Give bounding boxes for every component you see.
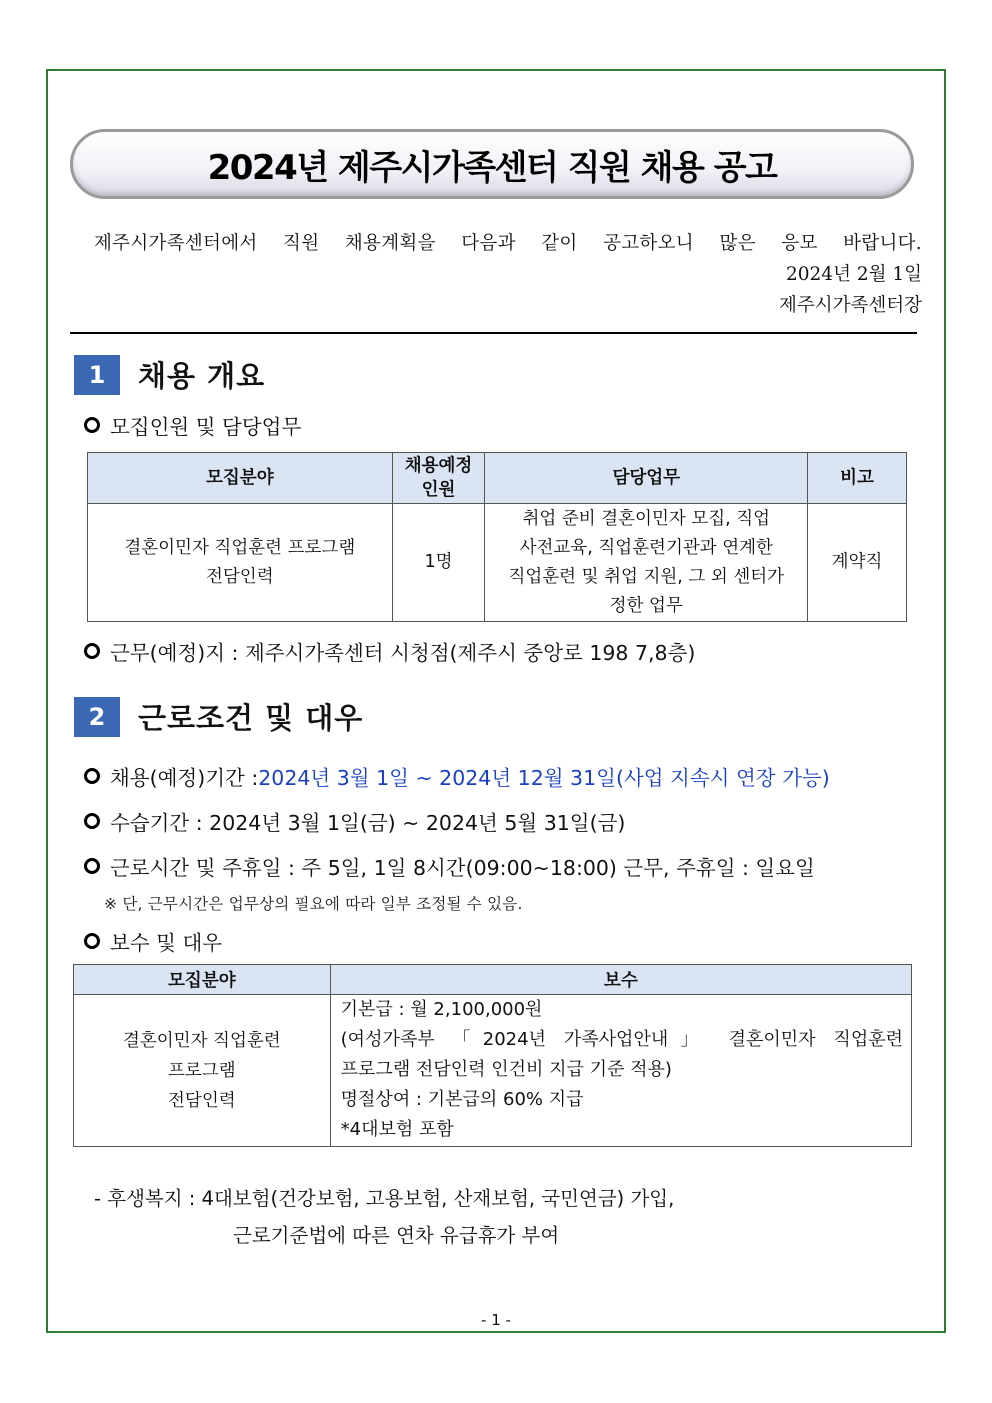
cell-note: 계약직	[808, 504, 907, 622]
bullet-text: 근무(예정)지 : 제주시가족센터 시청점(제주시 중앙로 198 7,8층)	[110, 641, 696, 665]
period-value: 2024년 3월 1일 ~ 2024년 12월 31일(사업 지속시 연장 가능)	[258, 766, 830, 790]
intro-date: 2024년 2월 1일	[786, 264, 922, 285]
header-count-line2: 인원	[421, 480, 456, 500]
bullet-hours	[84, 851, 815, 881]
circle-bullet-icon	[84, 933, 100, 949]
page-title: 2024년 제주시가족센터 직원 채용 공고	[207, 147, 777, 188]
bullet-text: 수습기간 : 2024년 3월 1일(금) ~ 2024년 5월 31일(금)	[110, 811, 626, 835]
intro-signer: 제주시가족센터장	[779, 295, 922, 316]
bullet-text: 모집인원 및 담당업무	[110, 415, 302, 439]
bullet-text: 근로시간 및 주휴일 : 주 5일, 1일 8시간(09:00~18:00) 근무, 주휴일 : 일요일	[110, 856, 815, 880]
duty-line: 직업훈련 및 취업 지원, 그 외 센터가	[508, 566, 785, 587]
pay-line: (여성가족부 「2024년 가족사업안내」 결혼이민자 직업훈련	[340, 1029, 903, 1050]
table-row	[88, 504, 907, 622]
header-pay: 보수	[330, 965, 911, 995]
page-number: - 1 -	[481, 1311, 511, 1329]
circle-bullet-icon	[84, 417, 100, 433]
header-note: 비고	[808, 453, 907, 504]
table-header-row	[88, 453, 907, 504]
cell-field	[74, 995, 331, 1147]
bullet-probation	[84, 806, 625, 836]
welfare-line: 근로기준법에 따른 연차 유급휴가 부여	[233, 1224, 560, 1247]
field-line: 프로그램	[168, 1060, 236, 1081]
title-banner	[70, 129, 914, 199]
bullet-pay	[84, 926, 222, 956]
circle-bullet-icon	[84, 813, 100, 829]
section-1-heading	[74, 354, 265, 395]
field-line: 전담인력	[168, 1090, 236, 1111]
duty-line: 취업 준비 결혼이민자 모집, 직업	[522, 508, 771, 529]
cell-field	[88, 504, 393, 622]
table-row	[74, 995, 912, 1147]
header-count-line1: 채용예정	[404, 456, 473, 476]
duty-line: 사전교육, 직업훈련기관과 연계한	[519, 537, 773, 558]
cell-duty	[485, 504, 808, 622]
bullet-recruit	[84, 410, 301, 440]
pay-line: *4대보험 포함	[340, 1119, 454, 1140]
welfare	[94, 1180, 674, 1254]
bullet-location	[84, 636, 695, 666]
intro	[70, 228, 922, 321]
circle-bullet-icon	[84, 643, 100, 659]
pay-line: 명절상여 : 기본급의 60% 지급	[340, 1089, 584, 1110]
cell-pay	[330, 995, 911, 1147]
duty-line: 정한 업무	[609, 595, 683, 616]
recruit-table	[87, 452, 907, 622]
section-title: 채용 개요	[138, 359, 266, 393]
circle-bullet-icon	[84, 858, 100, 874]
hours-note: ※ 단, 근무시간은 업무상의 필요에 따라 일부 조정될 수 있음.	[104, 895, 523, 913]
section-2-heading	[74, 696, 363, 737]
section-title: 근로조건 및 대우	[138, 701, 364, 735]
pay-table	[73, 964, 912, 1147]
table-header-row	[74, 965, 912, 995]
header-duty: 담당업무	[485, 453, 808, 504]
pay-line: 프로그램 전담인력 인건비 지급 기준 적용)	[340, 1059, 672, 1080]
section-number: 2	[74, 697, 120, 737]
welfare-line: - 후생복지 : 4대보험(건강보험, 고용보험, 산재보험, 국민연금) 가입,	[94, 1187, 675, 1210]
bullet-period	[84, 761, 830, 791]
header-field: 모집분야	[74, 965, 331, 995]
divider	[70, 332, 917, 334]
header-field: 모집분야	[88, 453, 393, 504]
bullet-text: 보수 및 대우	[110, 931, 223, 955]
section-number: 1	[74, 355, 120, 395]
field-line: 전담인력	[205, 566, 274, 587]
header-count	[392, 453, 485, 504]
circle-bullet-icon	[84, 768, 100, 784]
cell-count: 1명	[392, 504, 485, 622]
intro-text: 제주시가족센터에서 직원 채용계획을 다음과 같이 공고하오니 많은 응모 바랍니다.	[94, 233, 922, 254]
period-label: 채용(예정)기간 :	[110, 766, 259, 790]
pay-line: 기본급 : 월 2,100,000원	[340, 999, 543, 1020]
field-line: 결혼이민자 직업훈련	[122, 1030, 281, 1051]
field-line: 결혼이민자 직업훈련 프로그램	[124, 537, 356, 558]
